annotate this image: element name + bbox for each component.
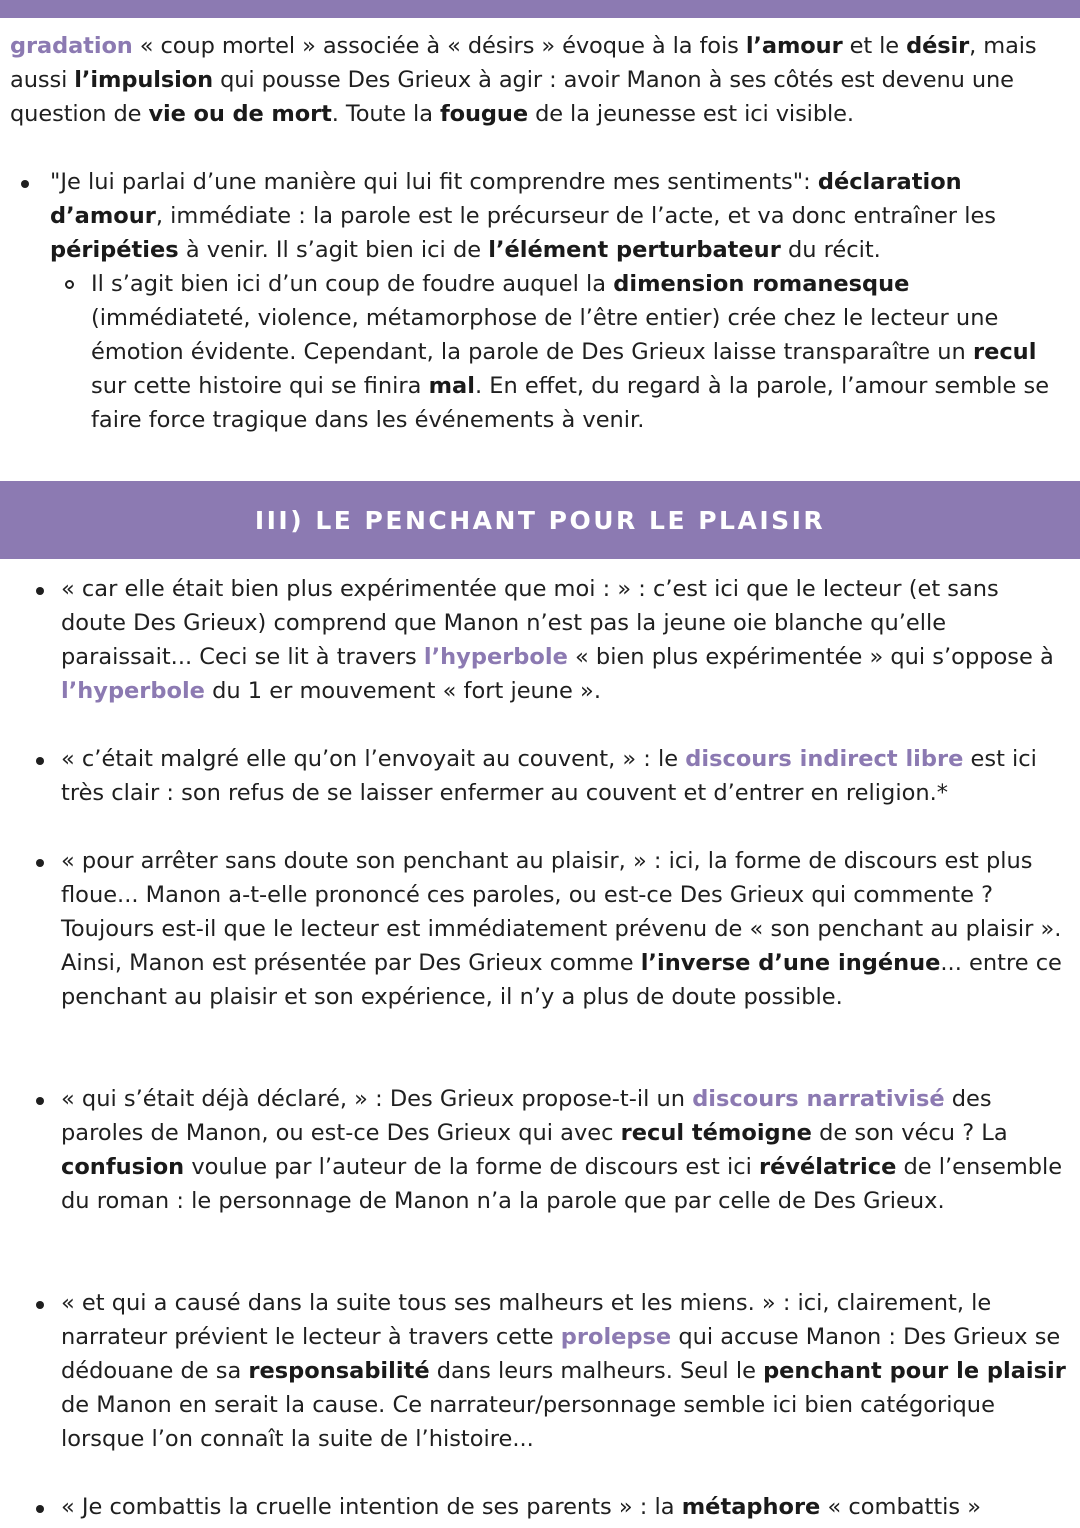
text-run: voulue par l’auteur de la forme de discours est ici [184, 1154, 759, 1180]
term-discours-narrativise: discours narrativisé [692, 1086, 945, 1112]
term-hyperbole: l’hyperbole [61, 678, 205, 704]
bullet-couvent [61, 742, 1066, 810]
bold-desir: désir [906, 33, 970, 59]
bullet-declaration [50, 165, 1055, 437]
text-run: de Manon en serait la cause. Ce narrateur/personnage semble ici bien catégorique lorsque l’on connaît la suite de l’histoire... [61, 1392, 995, 1452]
term-discours-indirect-libre: discours indirect libre [685, 746, 964, 772]
top-accent-bar [0, 0, 1080, 18]
section-banner [0, 481, 1080, 559]
text-run: « c’était malgré elle qu’on l’envoyait au couvent, » : le [61, 746, 686, 772]
text-run: « coup mortel » associée à « désirs » évoque à la fois [132, 33, 746, 59]
bold-dimension-romanesque: dimension romanesque [613, 271, 910, 297]
term-hyperbole: l’hyperbole [423, 644, 568, 670]
text-run: de la jeunesse est ici visible. [528, 101, 854, 127]
bold-peripeties: péripéties [50, 237, 179, 263]
text-run: des paroles de Manon, ou est-ce Des Grieux qui avec [61, 1086, 992, 1146]
bullet-dot [36, 859, 44, 867]
bold-vie-mort: vie ou de mort [148, 101, 332, 127]
term-prolepse: prolepse [560, 1324, 672, 1350]
bold-amour: l’amour [745, 33, 843, 59]
text-run: de son vécu ? La [811, 1120, 1008, 1146]
text-run: Il s’agit bien ici d’un coup de foudre auquel la [91, 271, 614, 297]
bullet-experimentee [61, 572, 1066, 708]
text-run: . En effet, du regard à la parole, l’amour semble se faire force tragique dans les événements à venir. [91, 373, 1050, 433]
bullet-dot [36, 1097, 44, 1105]
sub-bullet-coup-de-foudre [91, 267, 1055, 437]
text-run: « et qui a causé dans la suite tous ses malheurs et les miens. » : ici, clairement, le narrateur prévient le lecteur à travers cette [61, 1290, 992, 1350]
bullet-combattis [61, 1490, 1066, 1524]
text-run: du récit. [780, 237, 881, 263]
text-run: du 1 er mouvement « fort jeune ». [204, 678, 601, 704]
text-run: « combattis » [820, 1494, 982, 1520]
bullet-penchant [61, 844, 1066, 1014]
bold-element-perturbateur: l’élément perturbateur [488, 237, 781, 263]
text-run: de l’ensemble du roman : le personnage de Manon n’a la parole que par celle de Des Grieux. [61, 1154, 1063, 1214]
bullet-malheurs [61, 1286, 1066, 1456]
text-run: qui pousse Des Grieux à agir : avoir Manon à ses côtés est devenu une question de [10, 67, 1014, 127]
term-gradation: gradation [10, 33, 133, 59]
bullet-dot [36, 757, 44, 765]
text-run: et le [842, 33, 907, 59]
text-run: (immédiateté, violence, métamorphose de l’être entier) crée chez le lecteur une émotion évidente. Cependant, la parole de Des Grieux laisse transparaître un [91, 305, 999, 365]
text-run: « Je combattis la cruelle intention de ses parents » : la [61, 1494, 682, 1520]
text-run: « qui s’était déjà déclaré, » : Des Grieux propose-t-il un [61, 1086, 693, 1112]
text-run: « pour arrêter sans doute son penchant au plaisir, » : ici, la forme de discours est plus floue... Manon a-t-elle prononcé ces paroles, ou est-ce Des Grieux qui commente ? Toujours est-il que le lecteur est immédiatement prévenu de « son penchant au plaisir ». Ainsi, Manon est présentée par Des Grieux comme [61, 848, 1062, 976]
bullet-declare [61, 1082, 1066, 1218]
text-run: , immédiate : la parole est le précurseur de l’acte, et va donc entraîner les [155, 203, 997, 229]
bullet-dot [36, 587, 44, 595]
text-run: qui accuse Manon : Des Grieux se dédouane de sa [61, 1324, 1061, 1384]
intro-paragraph [10, 29, 1070, 131]
text-run: . Toute la [331, 101, 440, 127]
bullet-dot [36, 1301, 44, 1309]
bold-responsabilite: responsabilité [248, 1358, 430, 1384]
text-run: sur cette histoire qui se finira [91, 373, 429, 399]
section-title: III) LE PENCHANT POUR LE PLAISIR [254, 505, 826, 535]
bold-confusion: confusion [61, 1154, 185, 1180]
bold-penchant-plaisir: penchant pour le plaisir [763, 1358, 1066, 1384]
sub-bullet-circle [65, 280, 74, 289]
bullet-dot [21, 180, 29, 188]
bold-recul: recul [972, 339, 1037, 365]
text-run: « bien plus expérimentée » qui s’oppose à [567, 644, 1054, 670]
text-run: « car elle était bien plus expérimentée que moi : » : c’est ici que le lecteur (et sans doute Des Grieux) comprend que Manon n’est pas la jeune oie blanche qu’elle paraissait... Ceci se lit à travers [61, 576, 999, 670]
bullet-dot [36, 1505, 44, 1513]
bold-fougue: fougue [439, 101, 529, 127]
bold-declaration: déclaration d’amour [50, 169, 962, 229]
bold-mal: mal [428, 373, 475, 399]
text-run: dans leurs malheurs. Seul le [429, 1358, 764, 1384]
bold-inverse-ingenue: l’inverse d’une ingénue [640, 950, 941, 976]
text-run: à venir. Il s’agit bien ici de [178, 237, 489, 263]
bold-metaphore: métaphore [681, 1494, 821, 1520]
bold-impulsion: l’impulsion [74, 67, 214, 93]
text-run: , mais aussi [10, 33, 1037, 93]
bullet-text [50, 165, 1055, 267]
text-run: "Je lui parlai d’une manière qui lui fit comprendre mes sentiments": [50, 169, 818, 195]
bold-revelatrice: révélatrice [759, 1154, 897, 1180]
bold-recul-temoigne: recul témoigne [620, 1120, 812, 1146]
text-run: ... entre ce penchant au plaisir et son expérience, il n’y a plus de doute possible. [61, 950, 1062, 1010]
text-run: est ici très clair : son refus de se laisser enfermer au couvent et d’entrer en religion.* [61, 746, 1037, 806]
